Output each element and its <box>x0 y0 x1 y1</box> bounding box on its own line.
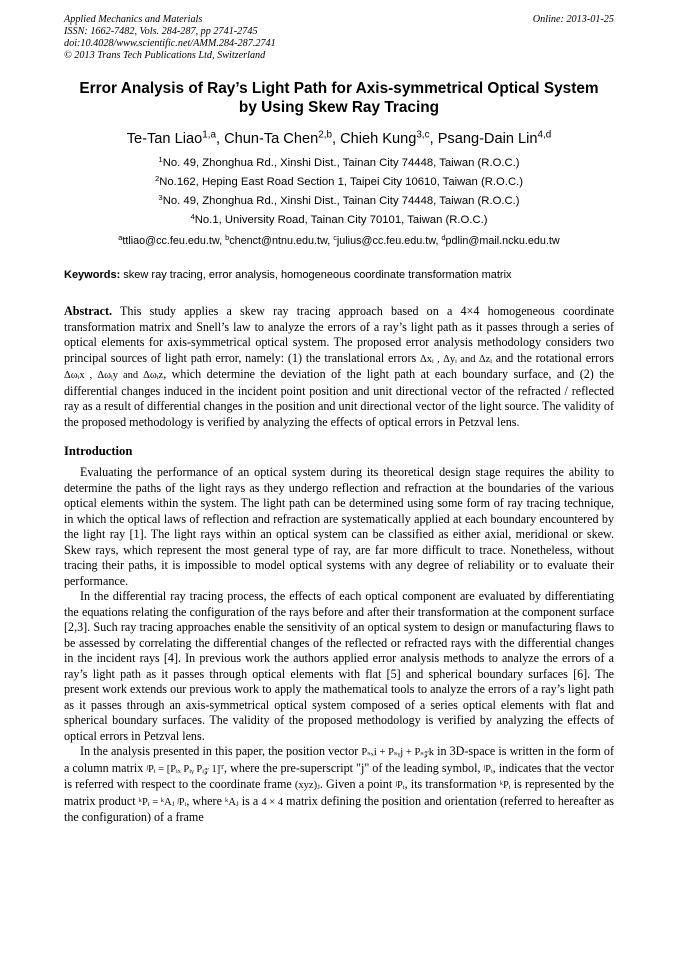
paper-title <box>64 79 614 117</box>
abstract: Abstract. This study applies a skew ray tracing approach based on a 4×4 homogeneous coordinate transformation matrix and Snell’s law to analyze the errors of a ray’s light path as it passes through a series of optical elements for axis-symmetrical optical system. The proposed error analysis methodology considers two principal sources of light path error, namely: (1) the translational errors Δxᵢ , Δyᵢ and Δzᵢ and the rotational errors Δωᵢx , Δωᵢy and Δωᵢz, which determine the deviation of the light path at each boundary surface, and (2) the differential changes induced in the incident point position and unit directional vector of the refracted / reflected ray as a result of differential changes in the position and unit directional vector of the light source. The validity of the proposed methodology is verified by analyzing the effects of optical errors in Petzval lens. <box>64 304 615 429</box>
math-column-matrix: ʲPᵢ = [Pᵢₓ Pᵢᵧ Pᵢ𝓏 1]ᵀ <box>146 763 225 775</box>
math-transform: ᵏPᵢ <box>499 780 511 791</box>
copyright-line: © 2013 Trans Tech Publications Ltd, Switzerland <box>64 50 266 61</box>
title-line-2: by Using Skew Ray Tracing <box>238 99 440 116</box>
keywords-text: skew ray tracing, error analysis, homogeneous coordinate transformation matrix <box>120 269 512 281</box>
affiliation: $^1$No. 49, Zhonghua Rd., Xinshi Dist., Tainan City 74448, Taiwan (R.O.C.) <box>158 154 520 169</box>
math-matrix-product: ᵏPᵢ = ᵏAⱼ ʲPᵢ <box>138 796 187 808</box>
title-line-1: Error Analysis of Ray’s Light Path for Axis-symmetrical Optical System <box>79 80 599 97</box>
author: Chieh Kung$^{3,c}$, <box>340 129 438 147</box>
math-point: ʲPᵢ <box>395 780 405 791</box>
author: Psang-Dain Lin$^{4,d}$ <box>437 129 552 147</box>
doi-line: doi:10.4028/www.scientific.net/AMM.284-287.2741 <box>64 38 276 49</box>
author: Te-Tan Liao$^{1,a}$, <box>126 129 225 147</box>
math-frame: (xyz)ⱼ <box>294 780 320 791</box>
author: Chun-Ta Chen$^{2,b}$, <box>224 129 341 147</box>
email: $^b$chenct@ntnu.edu.tw, <box>225 232 334 247</box>
journal-header <box>64 14 614 62</box>
online-date: Online: 2013-01-25 <box>532 14 614 25</box>
affiliation: $^3$No. 49, Zhonghua Rd., Xinshi Dist., Tainan City 74448, Taiwan (R.O.C.) <box>158 192 520 207</box>
issn-line: ISSN: 1662-7482, Vols. 284-287, pp 2741-2745 <box>64 26 258 37</box>
math-dimension: 4 × 4 <box>261 796 284 808</box>
email: $^c$julius@cc.feu.edu.tw, <box>333 232 442 247</box>
math-rotational-errors: Δωᵢx , Δωᵢy and Δωᵢz <box>64 370 164 381</box>
email: $^d$pdlin@mail.ncku.edu.tw <box>441 232 560 247</box>
intro-paragraph-1: Evaluating the performance of an optical system during its theoretical design stage requires the ability to determine the paths of the light rays as they undergo reflection and refraction at the boundaries of the various optical elements within the system. The light path can be determined using some form of ray tracing technique, in which the optical laws of reflection and refraction are systematically applied at each boundary encountered by the light ray [1]. The light rays within an optical system can be classified as either axial, meridional or skew. Skew rays, which represent the most general type of ray, are far more difficult to trace. Nonetheless, without tracing their paths, it is impossible to model optical systems with any degree of reliability or to evaluate their performance. <box>64 465 614 588</box>
journal-name: Applied Mechanics and Materials <box>64 14 203 25</box>
math-translational-errors: Δxᵢ , Δyᵢ and Δzᵢ <box>420 353 492 365</box>
keywords-label: Keywords: <box>64 269 121 281</box>
author-list <box>64 130 614 148</box>
email: $^a$ttliao@cc.feu.edu.tw, <box>118 232 226 247</box>
math-position-vector: Pₛₓi + Pₛᵧj + Pₛ𝓏k <box>361 747 435 758</box>
affiliation: $^2$No.162, Heping East Road Section 1, Taipei City 10610, Taiwan (R.O.C.) <box>154 173 524 188</box>
affiliation: $^4$No.1, University Road, Tainan City 70101, Taiwan (R.O.C.) <box>190 211 488 226</box>
math-symbol: ʲPᵢ <box>483 763 493 775</box>
abstract-label: Abstract. <box>64 304 113 318</box>
intro-paragraph-2: In the differential ray tracing process, the effects of each optical component are evaluated by differentiating the equations relating the configuration of the rays before and after their transformation at the component surface [2,3]. Such ray tracing approaches enable the sensitivity of an optical system to design or manufacturing flaws to be assessed by correlating the differential changes of the reflected or refracted rays with the differential changes in the incident rays [4]. In previous work the authors applied error analysis methods to analyze the errors of a ray’s light path as it passes through optical elements with flat [5] and spherical boundary surfaces [6]. The present work extends our previous work to apply the mathematical tools to analyze the errors of a ray’s light path as it passes through an axis-symmetrical optical system composed of a series optical elements with flat and spherical boundary surfaces. The validity of the proposed methodology is verified by analyzing the effects of optical errors in Petzval lens. <box>64 589 614 743</box>
keywords <box>64 268 614 282</box>
math-matrix: ᵏAⱼ <box>225 796 239 808</box>
author-emails <box>64 234 614 248</box>
intro-paragraph-3: In the analysis presented in this paper, the position vector Pₛₓi + Pₛᵧj + Pₛ𝓏k in 3D-space is written in the form of a column matrix ʲPᵢ = [Pᵢₓ Pᵢᵧ Pᵢ𝓏 1]ᵀ, where the pre-superscript "j" of the leading symbol, ʲPᵢ, indicates that the vector is referred with respect to the coordinate frame (xyz)ⱼ. Given a point ʲPᵢ, its transformation ᵏPᵢ is represented by the matrix product ᵏPᵢ = ᵏAⱼ ʲPᵢ, where ᵏAⱼ is a 4 × 4 matrix defining the position and orientation (referred to hereafter as the configuration) of a frame <box>64 744 615 824</box>
section-heading: Introduction <box>64 444 133 458</box>
